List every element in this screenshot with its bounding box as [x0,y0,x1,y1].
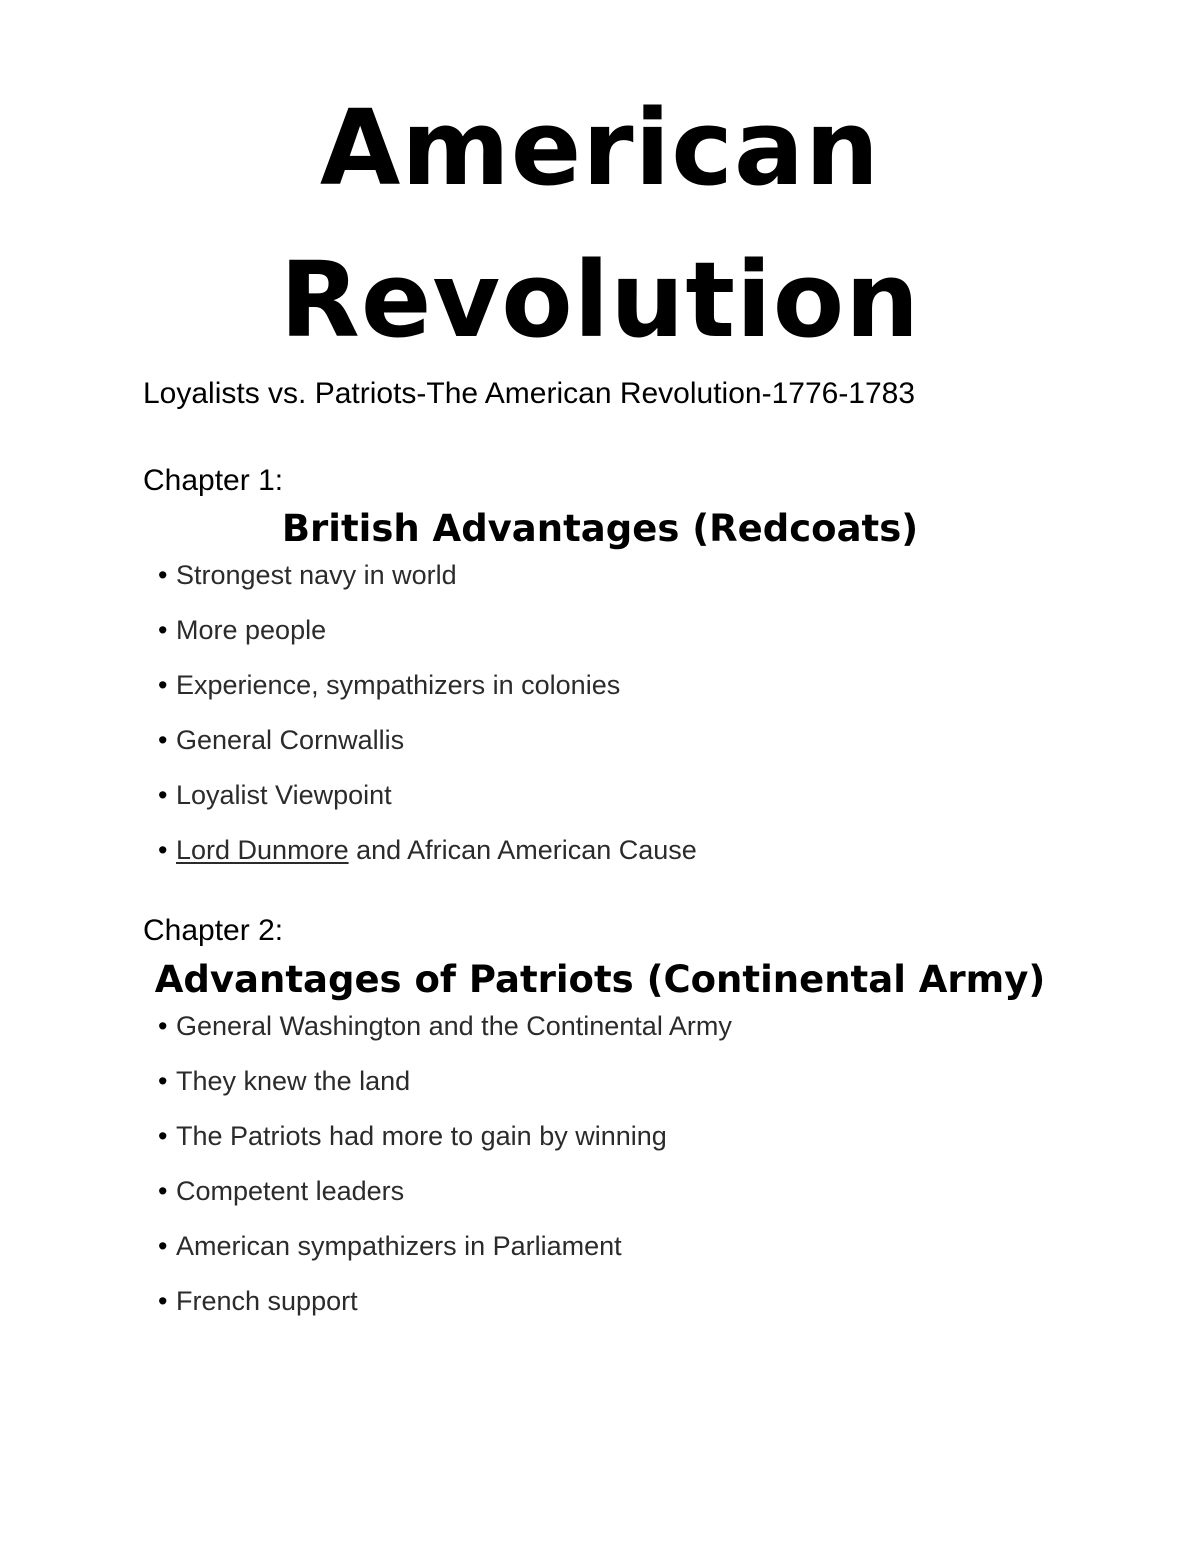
list-item-text: Experience, sympathizers in colonies [176,670,621,700]
list-item [158,832,697,887]
list-item [158,1228,732,1283]
bullet-icon: • [158,670,168,700]
bullet-icon: • [158,1121,168,1151]
chapter-1-label: Chapter 1: [143,464,284,497]
list-item-text: They knew the land [176,1066,411,1096]
list-item-text: French support [176,1286,358,1316]
list-item-text: General Cornwallis [176,725,405,755]
bullet-icon: • [158,1286,168,1316]
list-item-text: Loyalist Viewpoint [176,780,392,810]
list-item-text: Competent leaders [176,1176,405,1206]
list-item [158,1283,732,1338]
list-item [158,777,697,832]
list-item-text: and African American Cause [348,835,697,865]
document-subtitle: Loyalists vs. Patriots-The American Revolution-1776-1783 [143,377,916,410]
lord-dunmore-underlined-text: Lord Dunmore [176,835,349,865]
bullet-icon: • [158,1176,168,1206]
bullet-icon: • [158,1066,168,1096]
chapter-2-label: Chapter 2: [143,914,284,947]
list-item-text: The Patriots had more to gain by winning [176,1121,667,1151]
list-item-text: More people [176,615,327,645]
list-item-text: American sympathizers in Parliament [176,1231,622,1261]
chapter-1-heading: British Advantages (Redcoats) [281,507,919,550]
bullet-icon: • [158,1231,168,1261]
chapter-2-heading: Advantages of Patriots (Continental Army) [154,958,1046,1001]
list-item [158,557,697,612]
list-item [158,1173,732,1228]
list-item [158,722,697,777]
bullet-icon: • [158,835,168,865]
bullet-icon: • [158,560,168,590]
list-item [158,1118,732,1173]
document-title-line-2: Revolution [279,239,921,361]
list-item [158,612,697,667]
list-item-text: Strongest navy in world [176,560,457,590]
list-item-text: General Washington and the Continental Army [176,1011,732,1041]
bullet-icon: • [158,615,168,645]
list-item [158,1063,732,1118]
list-item [158,1008,732,1063]
document-title-line-1: American [319,87,881,209]
list-item [158,667,697,722]
chapter-2-list [158,1008,732,1338]
bullet-icon: • [158,725,168,755]
bullet-icon: • [158,1011,168,1041]
chapter-1-list [158,557,697,887]
bullet-icon: • [158,780,168,810]
